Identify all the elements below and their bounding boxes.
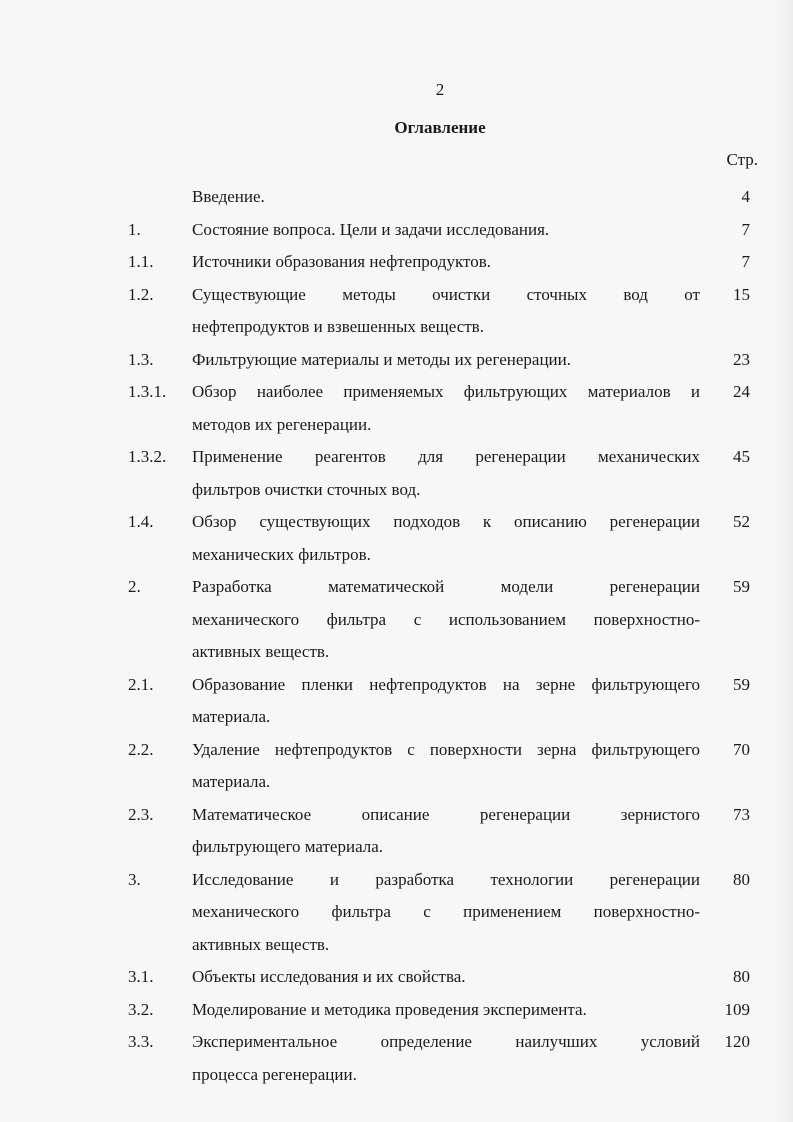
toc-entry-number: 1.1. — [128, 252, 154, 271]
toc-entry-line: Источники образования нефтепродуктов. — [192, 252, 491, 271]
toc-entry-line: механического фильтра с использованием поверхностно- — [192, 609, 700, 629]
toc-entry-number: 2.2. — [128, 739, 154, 759]
toc-entry — [128, 376, 758, 441]
toc-entry-line: активных веществ. — [192, 934, 330, 954]
toc-entry-title — [192, 571, 700, 669]
toc-entry-title — [192, 669, 700, 734]
toc-entry — [128, 506, 758, 571]
toc-entry-number: 2.1. — [128, 674, 154, 694]
toc-entry-line: Применение реагентов для регенерации механических — [192, 447, 700, 466]
toc-entry-title — [192, 246, 700, 279]
toc-entry-number: 3.1. — [128, 967, 154, 986]
toc-entry-page: 109 — [724, 999, 750, 1019]
toc-entry-line: материала. — [192, 707, 271, 726]
toc-entry-number: 1.3. — [128, 349, 154, 369]
toc-entry — [128, 734, 758, 799]
scan-edge-shadow — [775, 0, 793, 1122]
toc-entry-line: Исследование и разработка технологии регенерации — [192, 869, 700, 889]
toc-entry-title — [192, 506, 700, 571]
toc-entry-page: 80 — [733, 869, 750, 889]
toc-entry-page: 120 — [724, 1032, 750, 1051]
toc-entry-page: 24 — [733, 382, 750, 401]
toc-entry — [128, 181, 758, 214]
toc-entry-number: 3. — [128, 869, 141, 889]
toc-entry-number: 1.4. — [128, 512, 154, 531]
toc-entry — [128, 994, 758, 1027]
toc-entry-line: Экспериментальное определение наилучших условий — [192, 1032, 700, 1051]
toc-entry-page: 4 — [741, 187, 750, 206]
toc-entry-line: фильтров очистки сточных вод. — [192, 479, 421, 499]
toc-entry-line: Образование пленки нефтепродуктов на зерне фильтрующего — [192, 674, 700, 694]
toc-entry-line: Введение. — [192, 187, 265, 206]
toc-entry-title — [192, 994, 700, 1027]
toc-entry-title — [192, 864, 700, 962]
toc-entry-title — [192, 1026, 700, 1091]
toc-entry-line: Удаление нефтепродуктов с поверхности зерна фильтрующего — [192, 739, 700, 759]
toc-entry-page: 23 — [733, 349, 750, 369]
toc-entry-page: 70 — [733, 739, 750, 759]
toc-entry-title — [192, 376, 700, 441]
toc-entry-line: механического фильтра с применением поверхностно- — [192, 902, 700, 921]
toc-entry — [128, 279, 758, 344]
toc-entry-title — [192, 734, 700, 799]
toc-entry-title — [192, 961, 700, 994]
page-number: 2 — [435, 80, 445, 99]
toc-entry — [128, 246, 758, 279]
toc-entry-number: 2.3. — [128, 804, 154, 824]
toc-entry-title — [192, 799, 700, 864]
toc-entry-line: Математическое описание регенерации зернистого — [192, 804, 700, 824]
toc-entry-page: 15 — [733, 284, 750, 304]
toc-entry-number: 1. — [128, 219, 141, 239]
toc-entry-page: 7 — [741, 252, 750, 271]
toc-entry-title — [192, 214, 700, 247]
toc-entry-title — [192, 181, 700, 214]
toc-entry-line: Существующие методы очистки сточных вод от — [192, 284, 700, 304]
toc-entry — [128, 864, 758, 962]
toc-entry-title — [192, 344, 700, 377]
toc-entry-line: Разработка математической модели регенерации — [192, 577, 700, 596]
toc-entry — [128, 1026, 758, 1091]
toc-entry-number: 1.2. — [128, 284, 154, 304]
toc-entry-page: 80 — [733, 967, 750, 986]
toc-entry-title — [192, 441, 700, 506]
toc-entry-page: 73 — [733, 804, 750, 824]
toc-entry-line: Обзор наиболее применяемых фильтрующих материалов и — [192, 382, 700, 401]
toc-entry-number: 2. — [128, 577, 141, 596]
toc-entry-number: 1.3.1. — [128, 382, 167, 401]
page-column-header: Стр. — [726, 150, 758, 169]
toc-entry-line: фильтрующего материала. — [192, 837, 384, 856]
toc-entry-title — [192, 279, 700, 344]
toc-entry — [128, 214, 758, 247]
toc-entry-page: 59 — [733, 577, 750, 596]
toc-entry-line: нефтепродуктов и взвешенных веществ. — [192, 317, 484, 336]
toc-entry — [128, 669, 758, 734]
toc-entry-line: Обзор существующих подходов к описанию регенерации — [192, 512, 700, 531]
toc-entry-page: 7 — [741, 219, 750, 239]
toc-entry-line: Состояние вопроса. Цели и задачи исследования. — [192, 219, 550, 239]
toc-entry-line: методов их регенерации. — [192, 414, 372, 434]
toc-entry-number: 1.3.2. — [128, 447, 167, 466]
toc-entry — [128, 799, 758, 864]
toc-entry — [128, 441, 758, 506]
toc-entry-page: 45 — [733, 447, 750, 466]
toc-entry-page: 59 — [733, 674, 750, 694]
toc-entry-line: Объекты исследования и их свойства. — [192, 967, 466, 986]
toc-entry-line: материала. — [192, 772, 271, 791]
toc-entry — [128, 344, 758, 377]
table-of-contents — [128, 181, 758, 1091]
toc-entry-number: 3.3. — [128, 1032, 154, 1051]
toc-entry-line: активных веществ. — [192, 642, 330, 661]
toc-entry-line: процесса регенерации. — [192, 1064, 357, 1084]
toc-entry-line: механических фильтров. — [192, 544, 371, 564]
page-title: Оглавление — [394, 118, 486, 137]
toc-entry-line: Моделирование и методика проведения эксперимента. — [192, 999, 587, 1019]
toc-entry — [128, 571, 758, 669]
toc-entry-page: 52 — [733, 512, 750, 531]
toc-entry — [128, 961, 758, 994]
toc-entry-line: Фильтрующие материалы и методы их регенерации. — [192, 349, 571, 369]
toc-entry-number: 3.2. — [128, 999, 154, 1019]
